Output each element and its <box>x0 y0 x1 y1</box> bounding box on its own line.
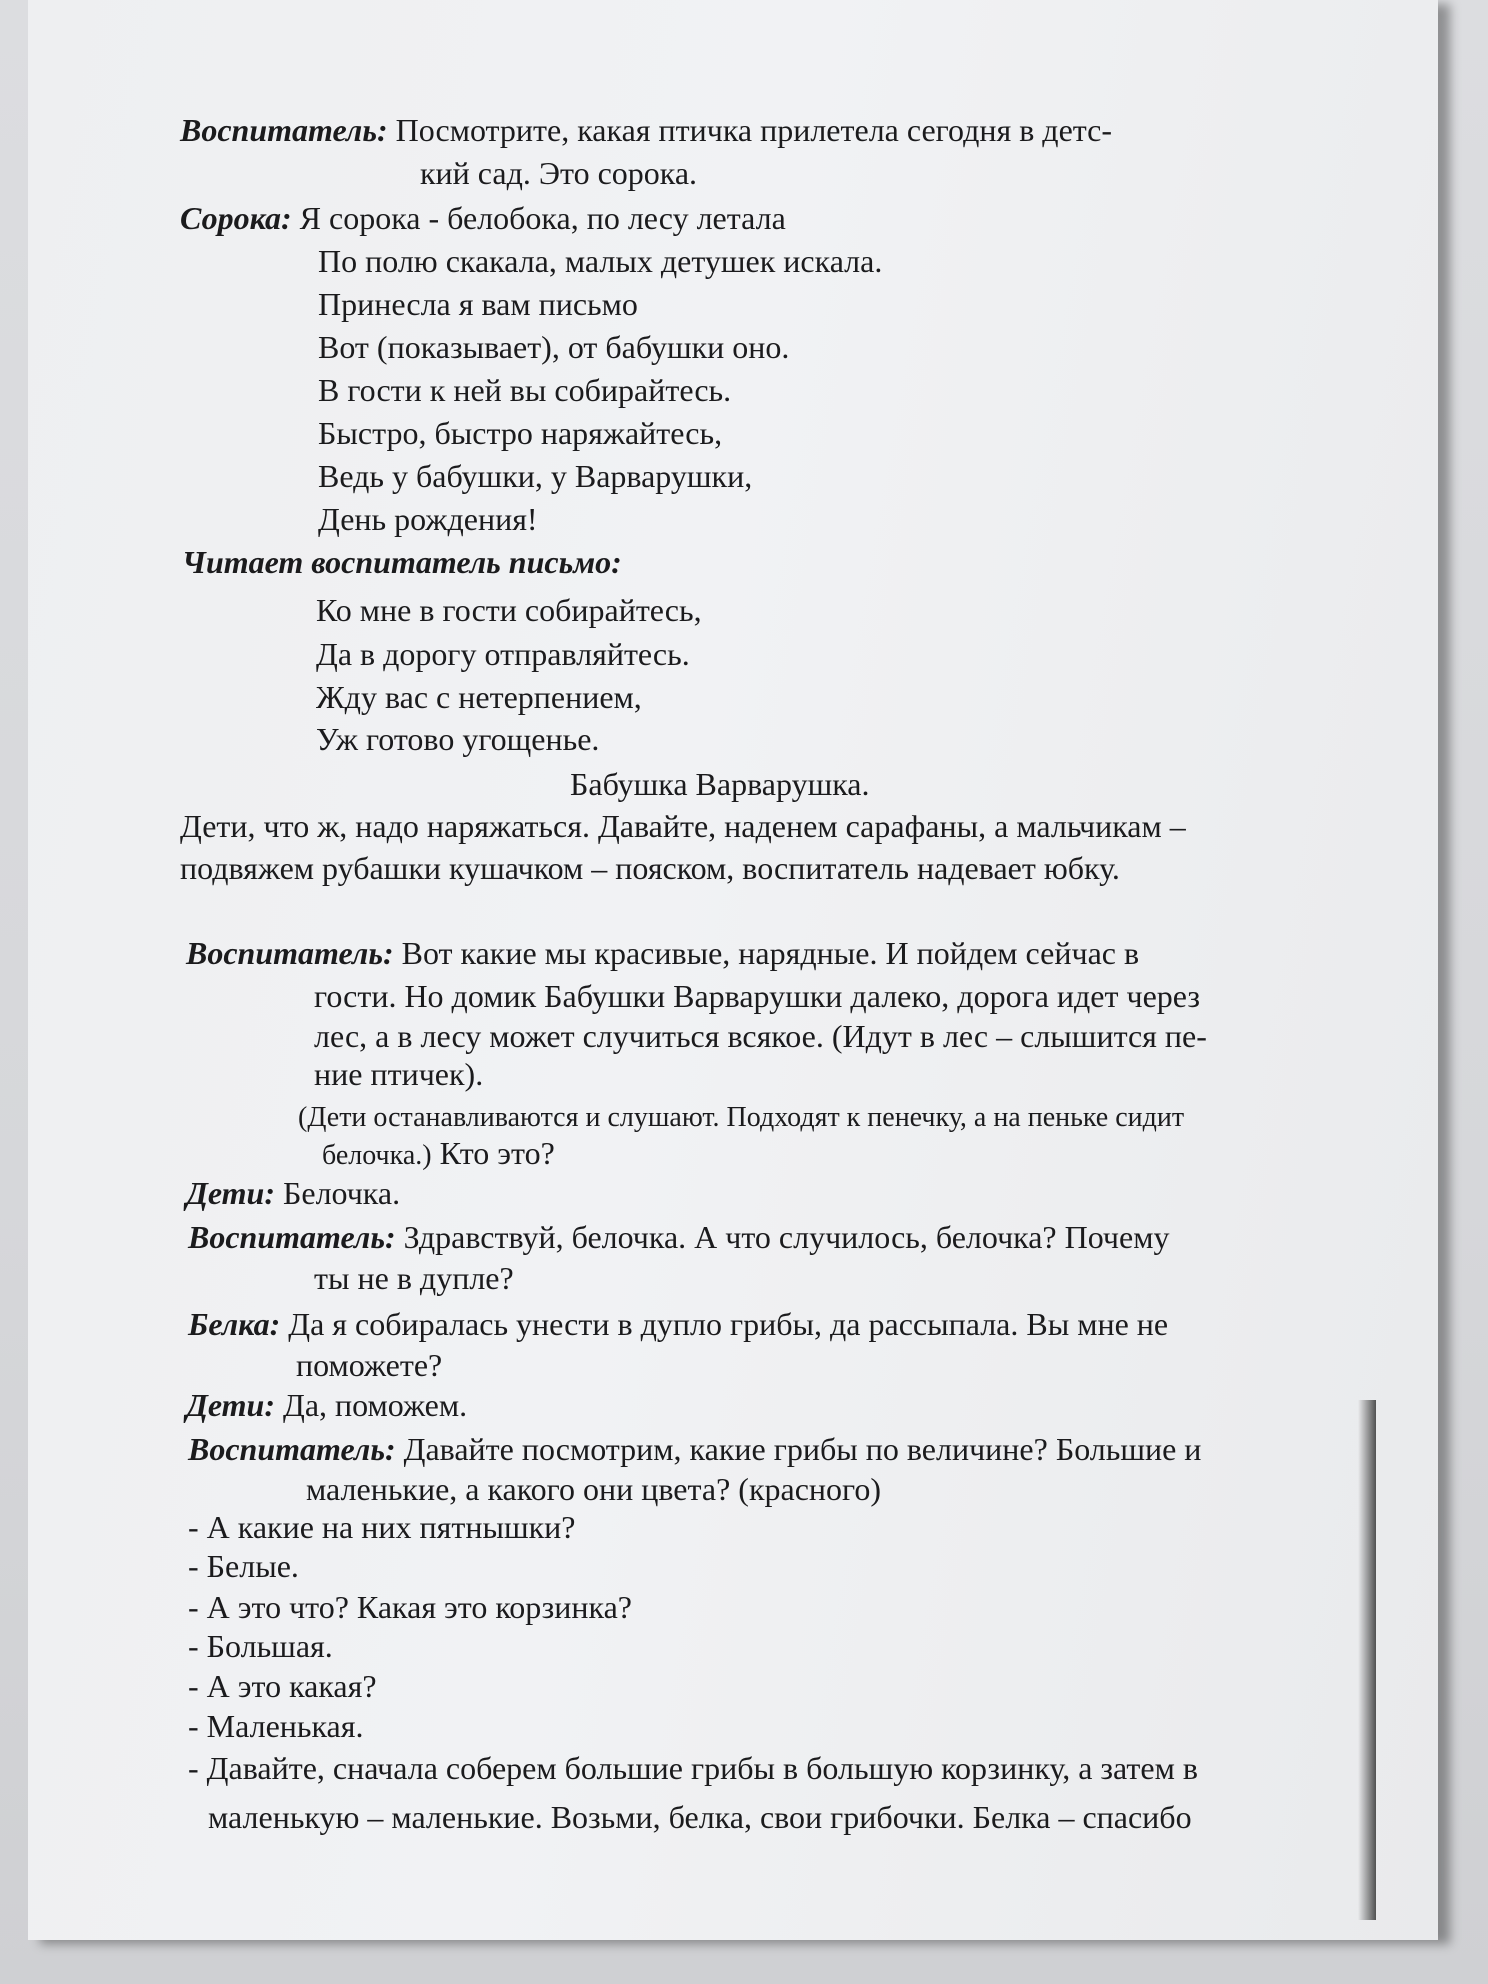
line-37 <box>188 1666 377 1706</box>
speaker-label: Сорока: <box>180 200 292 236</box>
letter-signature: Бабушка Варварушка. <box>570 766 870 802</box>
speaker-label: Дети: <box>186 1387 275 1423</box>
line-15 <box>316 719 599 759</box>
poem-line: Ведь у бабушки, у Варварушки, <box>318 458 753 494</box>
speaker-label: Дети: <box>186 1175 275 1211</box>
poem-line: По полю скакала, малых детушек искала. <box>318 243 883 279</box>
line-20 <box>314 976 1200 1016</box>
poem-line: Вот (показывает), от бабушки оно. <box>318 329 790 365</box>
dialogue-text: ты не в дупле? <box>314 1260 514 1296</box>
dialogue-text: кий сад. Это сорока. <box>420 155 698 191</box>
line-3 <box>180 198 786 238</box>
dialogue-text: Да я собиралась унести в дупло грибы, да рассыпала. Вы мне не <box>280 1306 1169 1342</box>
dialogue-dash-line: - Давайте, сначала соберем большие грибы в большую корзинку, а затем в <box>188 1750 1198 1786</box>
line-39 <box>188 1748 1198 1788</box>
dialogue-text: Вот какие мы красивые, нарядные. И пойдем сейчас в <box>393 935 1140 971</box>
dialogue-text: маленькие, а какого они цвета? (красного) <box>306 1471 881 1507</box>
line-2 <box>420 153 697 193</box>
letter-line: Жду вас с нетерпением, <box>316 679 642 715</box>
paragraph-text: Дети, что ж, надо наряжаться. Давайте, наденем сарафаны, а мальчикам – <box>180 808 1186 844</box>
line-26 <box>188 1217 1169 1257</box>
dialogue-text: Давайте посмотрим, какие грибы по величине? Большие и <box>395 1431 1202 1467</box>
line-29 <box>296 1345 442 1385</box>
dialogue-text: лес, а в лесу может случиться всякое. (Идут в лес – слышится пе- <box>314 1018 1207 1054</box>
line-34 <box>188 1546 299 1586</box>
line-38 <box>188 1706 363 1746</box>
line-31 <box>188 1429 1201 1469</box>
line-8 <box>318 413 722 453</box>
paragraph-text: подвяжем рубашки кушачком – пояском, воспитатель надевает юбку. <box>180 850 1120 886</box>
line-11 <box>182 542 622 582</box>
poem-line: Быстро, быстро наряжайтесь, <box>318 415 723 451</box>
stage-direction: белочка.) <box>322 1140 432 1171</box>
line-10 <box>318 499 538 539</box>
line-18 <box>180 848 1120 888</box>
line-33 <box>188 1507 575 1547</box>
speaker-label: Воспитатель: <box>186 935 394 971</box>
dialogue-dash-line: - Большая. <box>188 1628 333 1664</box>
dialogue-text: поможете? <box>296 1347 443 1383</box>
line-12 <box>316 590 702 630</box>
line-27 <box>314 1258 514 1298</box>
dialogue-text: Здравствуй, белочка. А что случилось, белочка? Почему <box>395 1219 1170 1255</box>
line-16 <box>570 764 869 804</box>
line-1 <box>180 110 1112 150</box>
poem-line: Принесла я вам письмо <box>318 286 638 322</box>
dialogue-dash-line: - А какие на них пятнышки? <box>188 1509 576 1545</box>
line-23 <box>298 1098 1184 1138</box>
poem-line: День рождения! <box>318 501 538 537</box>
line-40 <box>208 1797 1192 1837</box>
line-17 <box>180 806 1186 846</box>
line-24 <box>322 1133 555 1176</box>
letter-line: Уж готово угощенье. <box>316 721 600 757</box>
dialogue-text: ние птичек). <box>314 1056 484 1092</box>
line-6 <box>318 327 789 367</box>
line-14 <box>316 677 642 717</box>
line-21 <box>314 1016 1207 1056</box>
dialogue-text: Да, поможем. <box>274 1387 468 1423</box>
line-13 <box>316 634 690 674</box>
speaker-label: Воспитатель: <box>188 1431 396 1467</box>
dialogue-text: Посмотрите, какая птичка прилетела сегодня в детс- <box>387 112 1113 148</box>
speaker-label: Белка: <box>188 1306 281 1342</box>
speaker-label: Воспитатель: <box>188 1219 396 1255</box>
document-text <box>28 0 1438 1940</box>
line-7 <box>318 370 731 410</box>
line-4 <box>318 241 882 281</box>
line-32 <box>306 1469 881 1509</box>
line-28 <box>188 1304 1168 1344</box>
line-35 <box>188 1587 632 1627</box>
stage-direction-heading: Читает воспитатель письмо: <box>182 544 622 580</box>
line-19 <box>186 933 1139 973</box>
line-5 <box>318 284 638 324</box>
letter-line: Ко мне в гости собирайтесь, <box>316 592 702 628</box>
dialogue-text: Я сорока - белобока, по лесу летала <box>291 200 786 236</box>
line-22 <box>314 1054 483 1094</box>
dialogue-text: маленькую – маленькие. Возьми, белка, свои грибочки. Белка – спасибо <box>208 1799 1192 1835</box>
dialogue-text: Кто это? <box>431 1135 555 1171</box>
poem-line: В гости к ней вы собирайтесь. <box>318 372 732 408</box>
line-25 <box>186 1173 400 1213</box>
line-36 <box>188 1626 333 1666</box>
dialogue-dash-line: - Белые. <box>188 1548 299 1584</box>
dialogue-dash-line: - Маленькая. <box>188 1708 364 1744</box>
paper-sheet <box>28 0 1438 1940</box>
stage-direction: (Дети останавливаются и слушают. Подходят к пенечку, а на пеньке сидит <box>298 1102 1185 1133</box>
dialogue-dash-line: - А это какая? <box>188 1668 377 1704</box>
dialogue-text: Белочка. <box>274 1175 401 1211</box>
speaker-label: Воспитатель: <box>180 112 388 148</box>
dialogue-text: гости. Но домик Бабушки Варварушки далеко, дорога идет через <box>314 978 1201 1014</box>
dialogue-dash-line: - А это что? Какая это корзинка? <box>188 1589 632 1625</box>
line-9 <box>318 456 752 496</box>
letter-line: Да в дорогу отправляйтесь. <box>316 636 690 672</box>
line-30 <box>186 1385 467 1425</box>
